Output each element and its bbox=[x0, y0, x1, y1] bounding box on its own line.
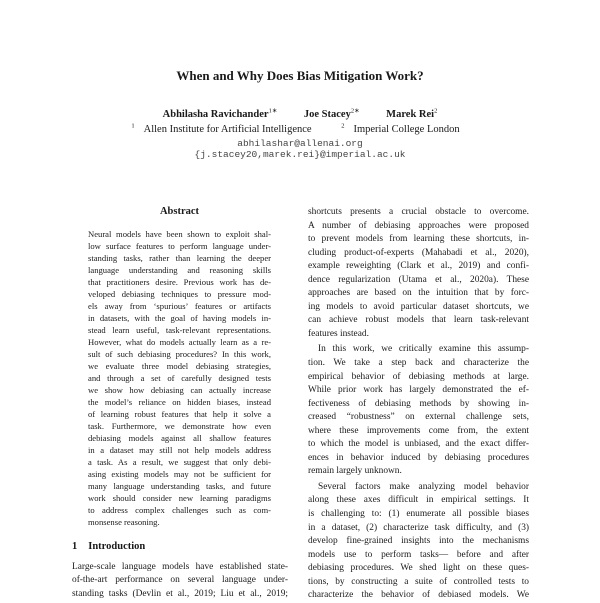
text-line: a task. As a result, we suggest that only debi- bbox=[88, 457, 271, 467]
text-line: we evaluate three model debiasing strategies, bbox=[88, 361, 271, 371]
text-line: While prior work has largely demonstrated the ef- bbox=[308, 385, 529, 396]
affil-name: Imperial College London bbox=[353, 124, 460, 135]
text-line: in a dataset may still not help models address bbox=[88, 445, 271, 455]
author bbox=[163, 109, 278, 120]
text-line: els away from ‘spurious’ features or artifacts bbox=[88, 301, 271, 311]
affil-mark: 2 bbox=[341, 122, 345, 130]
text-line: approaches are based on the intuition that by forc- bbox=[308, 288, 529, 299]
text-line: develop fine-grained insights into the mechanisms bbox=[308, 536, 529, 547]
text-line: ing models to avoid particular dataset shortcuts, we bbox=[308, 301, 529, 312]
text-line: empirical behavior of debiasing methods at large. bbox=[308, 371, 529, 382]
text-line: debiasing procedures. We shed light on these ques- bbox=[308, 563, 529, 574]
author-affil-mark: 1∗ bbox=[268, 107, 278, 115]
text-line: in datasets, with the goal of having models in- bbox=[88, 313, 271, 323]
text-line: example reweighting (Clark et al., 2019) and confi- bbox=[308, 261, 529, 272]
text-line: along these axes difficult in empirical settings. It bbox=[308, 495, 529, 506]
text-line: dence regularization (Utama et al., 2020a). These bbox=[308, 274, 529, 285]
section-heading bbox=[72, 540, 145, 554]
paper-title: When and Why Does Bias Mitigation Work? bbox=[176, 68, 424, 83]
text-line: characterize the behavior of debiased models. We bbox=[308, 590, 529, 601]
text-line: A number of debiasing approaches were proposed bbox=[308, 220, 529, 231]
text-line: stead learn useful, task-relevant representations. bbox=[88, 325, 271, 335]
text-line: is challenging to: (1) enumerate all possible biases bbox=[308, 509, 529, 520]
text-line: Large-scale language models have established state- bbox=[72, 562, 288, 572]
author-name: Abhilasha Ravichander bbox=[162, 109, 269, 120]
text-line: cluding product-of-experts (Mahabadi et al., 2020), bbox=[308, 247, 529, 258]
text-line: to address complex challenges such as com- bbox=[88, 505, 271, 515]
affil-name: Allen Institute for Artificial Intelligence bbox=[143, 124, 312, 135]
intro-body bbox=[72, 561, 288, 601]
text-line: fectiveness of debiasing methods by showing in- bbox=[308, 398, 529, 409]
text-line: many language understanding tasks, and future bbox=[88, 481, 271, 491]
email: abhilashar@allenai.org bbox=[237, 138, 363, 149]
author-affil-mark: 2 bbox=[434, 107, 438, 115]
author-name: Marek Rei bbox=[386, 109, 435, 120]
text-line: low surface features to perform language under- bbox=[88, 241, 271, 251]
text-line: shortcuts presents a crucial obstacle to overcome. bbox=[308, 207, 529, 217]
text-line: that practitioners desire. Previous work has de- bbox=[88, 277, 271, 287]
text-line: standing tasks, rather than learning the deeper bbox=[88, 253, 271, 263]
section-number: 1 bbox=[72, 541, 78, 552]
text-line: In this work, we critically examine this assump- bbox=[318, 344, 529, 355]
author-affil-mark: 2∗ bbox=[350, 107, 360, 115]
author-list bbox=[0, 108, 600, 122]
text-line: of-the-art performance on several language under- bbox=[72, 575, 288, 586]
text-line: veloped debiasing techniques to pressure mod- bbox=[88, 289, 271, 299]
text-line: and through a set of carefully designed tests bbox=[88, 373, 271, 383]
text-line: we show how debiasing can actually increase bbox=[88, 385, 271, 395]
text-line: sult of such debiasing procedures? In this work, bbox=[88, 349, 271, 359]
affiliation bbox=[131, 124, 320, 135]
text-line: task. Furthermore, we demonstrate how even bbox=[88, 421, 271, 431]
text-line: features instead. bbox=[308, 328, 369, 339]
text-line: language understanding and reasoning skills bbox=[88, 265, 271, 275]
text-line: ences in behavior induced by debiasing procedures bbox=[308, 452, 529, 463]
text-line: debiasing models against all shallow features bbox=[88, 433, 271, 443]
text-line: tions, by constructing a suite of controlled tests to bbox=[308, 576, 529, 587]
author bbox=[304, 109, 360, 120]
text-line: asing existing models may not be sufficient for bbox=[88, 469, 271, 479]
text-line: the model’s reliance on hidden biases, instead bbox=[88, 397, 271, 407]
text-line: However, what do models actually learn as a re- bbox=[88, 337, 271, 347]
text-line: to prevent models from learning these shortcuts, in- bbox=[308, 234, 529, 245]
author-name: Joe Stacey bbox=[303, 109, 351, 120]
text-line: can achieve robust models that learn task-relevant bbox=[308, 315, 529, 326]
author bbox=[386, 109, 437, 120]
section-title: Introduction bbox=[88, 541, 146, 552]
text-line: tion. We take a step back and characterize the bbox=[308, 358, 529, 369]
affiliation bbox=[341, 124, 468, 135]
right-column-body bbox=[308, 206, 529, 603]
affiliations bbox=[0, 123, 600, 137]
email: {j.stacey20,marek.rei}@imperial.ac.uk bbox=[194, 149, 406, 160]
text-line: in a dataset, (2) characterize task difficulty, and (3) bbox=[308, 522, 529, 533]
abstract-body bbox=[88, 228, 271, 528]
text-line: Neural models have been shown to exploit shal- bbox=[88, 229, 271, 239]
abstract-heading: Abstract bbox=[159, 206, 200, 217]
text-line: monsense reasoning. bbox=[88, 517, 160, 527]
text-line: Several factors make analyzing model behavior bbox=[318, 481, 529, 492]
text-line: standing tasks (Devlin et al., 2019; Liu et al., 2019; bbox=[72, 588, 288, 599]
text-line: creased “robustness” on external challenge sets, bbox=[308, 412, 529, 423]
text-line: where these improvements come from, the extent bbox=[308, 425, 529, 436]
text-line: to which the model is unbiased, and the exact differ- bbox=[308, 439, 529, 450]
text-line: work should consider new learning paradigms bbox=[88, 493, 271, 503]
text-line: remain largely unknown. bbox=[308, 466, 402, 477]
text-line: of learning robust features that help it solve a bbox=[88, 409, 271, 419]
affil-mark: 1 bbox=[131, 122, 135, 130]
text-line: models use to perform tasks— before and after bbox=[308, 549, 529, 560]
